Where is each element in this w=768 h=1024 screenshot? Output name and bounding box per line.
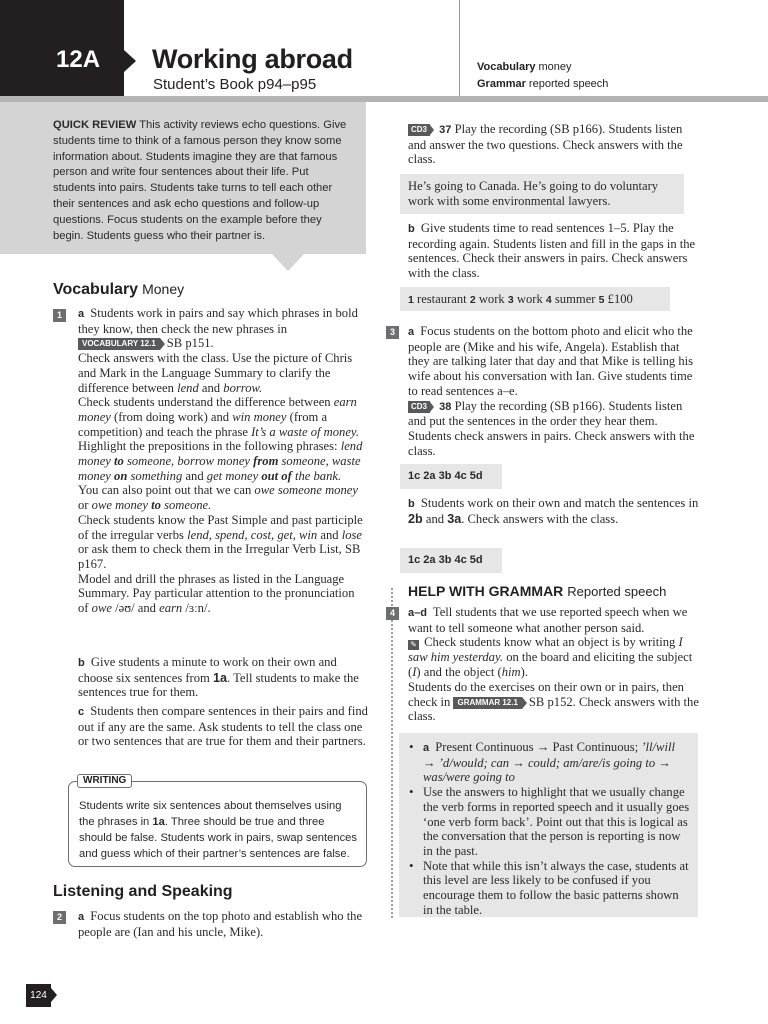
word-or: or xyxy=(78,498,89,513)
word-I: I xyxy=(412,665,417,680)
exercise-4-para-3: Students do the exercises on their own or in pairs, then check in xyxy=(408,679,684,709)
exercise-letter: b xyxy=(78,657,85,669)
word-and-2: and xyxy=(185,468,204,483)
word-and-4: and xyxy=(137,601,156,616)
grammar-tag: GRAMMAR 12.1 xyxy=(453,697,521,709)
exercise-1b-text-end: . Tell students to make the sentences true for them. xyxy=(78,670,359,700)
exercise-4-para-3b: SB p152. Check answers with the class. xyxy=(408,694,699,724)
exercise-2a xyxy=(78,909,368,939)
unit-arrow-shape xyxy=(124,50,136,72)
example-sentence: I saw him yesterday. xyxy=(408,635,683,665)
answer-box-3: 1c 2a 3b 4c 5d xyxy=(400,464,502,489)
vocab-para-4: Highlight the prepositions in the following phrases: xyxy=(78,439,338,454)
exercise-4-para-2b: on the board and eliciting the subject ( xyxy=(408,650,693,680)
word-borrow: borrow. xyxy=(223,380,263,395)
exercise-3a xyxy=(408,324,700,458)
track-number: 38 xyxy=(439,400,452,413)
vocab-value: money xyxy=(538,61,572,73)
vocab-para-3c: (from a competition) and teach the phrase xyxy=(78,409,328,439)
phrase-something: something xyxy=(130,468,183,483)
exercise-3b xyxy=(408,496,700,526)
exercise-1a-text: Students work in pairs and say which phrases in bold they know, then check the new phrases in xyxy=(78,306,358,336)
exercise-4 xyxy=(408,605,700,724)
answer-item: 4 summer xyxy=(545,292,596,306)
cd-icon: CD3 xyxy=(408,401,430,413)
quick-review-box xyxy=(0,102,366,254)
answer-box-4: 1c 2a 3b 4c 5d xyxy=(400,548,502,573)
page-number: 124 xyxy=(26,984,51,1007)
exercise-number-4: 4 xyxy=(386,607,399,620)
vocab-para-3b: (from doing work) and xyxy=(114,409,230,424)
phrase-someone-2: someone, xyxy=(281,454,329,469)
vocab-para-3: Check students understand the difference between xyxy=(78,395,331,410)
vocabulary-heading-sub: Money xyxy=(142,281,185,297)
phrase-win-money: win money xyxy=(232,409,287,424)
pencil-icon: ✎ xyxy=(408,640,419,650)
phrase-earn-money: earn money xyxy=(78,395,357,424)
prep-to: to xyxy=(114,454,124,469)
help-with-grammar-heading xyxy=(408,583,700,599)
exercise-number-2: 2 xyxy=(53,911,66,924)
cd37-instruction xyxy=(408,122,700,167)
answer-item: 2 work xyxy=(469,292,505,306)
phrase-owe-someone-money: owe someone money xyxy=(254,483,358,498)
exercise-letter: a xyxy=(408,326,415,338)
vocabulary-tag: VOCABULARY 12.1 xyxy=(78,338,160,350)
exercise-letter: a xyxy=(423,742,430,754)
hwg-heading-text: HELP WITH GRAMMAR xyxy=(408,583,564,599)
verb-lose: lose xyxy=(341,527,363,542)
grammar-answer-1: Present Continuous → Past Continuous; xyxy=(435,740,639,754)
writing-label: WRITING xyxy=(77,774,132,788)
quick-review-pointer xyxy=(272,254,304,271)
quick-review-label: QUICK REVIEW xyxy=(53,119,137,131)
phrase-get-money: get money xyxy=(206,468,259,483)
grammar-value: reported speech xyxy=(528,78,609,90)
exercise-4-para-2d: ). xyxy=(520,665,528,680)
vocab-para-2: Check answers with the class. Use the picture of Chris and Mark in the Language Summary to clarify the difference between xyxy=(78,351,353,395)
writing-ref: 1a xyxy=(152,816,165,828)
unit-code: 12A xyxy=(56,46,101,73)
phrase-lend-money: lend money xyxy=(78,439,363,469)
prep-to-2: to xyxy=(151,498,161,513)
exercise-4-para-2c: ) and the object ( xyxy=(416,665,502,680)
grammar-answer-box xyxy=(399,733,698,917)
prep-on: on xyxy=(114,468,128,483)
ipa-owe: /əʊ/ xyxy=(115,601,135,616)
phrase-owe-money: owe money xyxy=(91,498,148,513)
exercise-1a xyxy=(78,306,368,616)
phrase-someone: someone, xyxy=(126,454,175,469)
exercise-4-text: Tell students that we use reported speech when we want to tell someone what another person said. xyxy=(408,605,688,635)
exercise-letters: a–d xyxy=(408,607,427,619)
exercise-letter: a xyxy=(78,911,85,923)
vocab-para-7: Model and drill the phrases as listed in the Language Summary. Pay particular attention to the pronunciation of xyxy=(78,571,355,616)
exercise-letter: a xyxy=(78,308,85,320)
grammar-note-2: Use the answers to highlight that we usually change the verb forms in reported speech and it usually goes ‘one verb form back’. Point out that this is logical as the conversation that the person is reporting is now in the past. xyxy=(423,785,690,858)
exercise-ref: 3a xyxy=(447,511,462,526)
answer-item: 5 £100 xyxy=(598,292,633,306)
cd37-text: Play the recording (SB p166). Students listen and answer the two questions. Check answers with the class. xyxy=(408,122,683,167)
exercise-2a-text: Focus students on the top photo and establish who the people are (Ian and his uncle, Mike). xyxy=(78,909,363,939)
exercise-2b-text: Give students time to read sentences 1–5. Play the recording again. Students listen and fill in the gaps in the sentences. Check their answers in pairs. Check answers with the class. xyxy=(408,221,696,281)
word-lend: lend xyxy=(177,380,199,395)
vocab-para-6: Check students know the Past Simple and past participle of the irregular verbs xyxy=(78,512,363,542)
phrase-waste-of-money: It’s a waste of money. xyxy=(251,424,359,439)
listening-heading: Listening and Speaking xyxy=(53,883,233,900)
exercise-number-3: 3 xyxy=(386,326,399,339)
track-number: 37 xyxy=(439,124,452,136)
vocab-para-5: You can also point out that we can xyxy=(78,483,252,498)
page-title: Working abroad xyxy=(152,44,353,74)
word-him: him xyxy=(501,665,521,680)
grammar-label: Grammar xyxy=(477,78,526,90)
word-and-3: and xyxy=(320,527,339,542)
exercise-number-1: 1 xyxy=(53,309,66,322)
answer-box-2 xyxy=(400,287,670,311)
word-and: and xyxy=(201,380,221,395)
word-and-5: and xyxy=(425,511,445,526)
writing-text-end: . Three should be true and three should be false. Students work in pairs, swap sentences and guess which of their partner’s sentences are false. xyxy=(79,816,357,860)
exercise-4-para-2: Check students know what an object is by writing xyxy=(424,635,676,650)
exercise-3b-text-end: . Check answers with the class. xyxy=(461,511,619,526)
exercise-1c xyxy=(78,704,368,749)
cd38-text: Play the recording (SB p166). Students listen and put the sentences in the order they hear them. Students check answers in pairs. Check answers with the class. xyxy=(408,398,695,458)
exercise-letter: b xyxy=(408,498,415,510)
exercise-1c-text: Students then compare sentences in their pairs and find out if any are the same. Ask students to tell the class one or two sentences that are true for them and their partners. xyxy=(78,704,368,749)
page-subtitle: Student’s Book p94–p95 xyxy=(153,76,317,93)
list-item xyxy=(409,785,690,859)
answer-item: 1 restaurant xyxy=(408,292,467,306)
list-item xyxy=(409,740,690,785)
prep-from: from xyxy=(253,454,279,469)
exercise-1b-text: Give students a minute to work on their own and choose six sentences from xyxy=(78,655,337,685)
writing-box xyxy=(68,781,367,867)
page-number-arrow xyxy=(51,988,57,1002)
exercise-letter: c xyxy=(78,706,85,718)
exercise-1a-ref: SB p151. xyxy=(166,336,214,351)
exercise-letter: b xyxy=(408,223,415,235)
dotted-divider xyxy=(391,588,393,918)
vocabulary-heading-text: Vocabulary xyxy=(53,281,139,298)
exercise-2b xyxy=(408,221,700,281)
grammar-note-3: Note that while this isn’t always the case, students at this level are less likely to be confused if you encourage them to follow the basic patterns shown in the table. xyxy=(423,858,689,917)
ipa-earn: /ɜːn/. xyxy=(185,601,211,616)
exercise-1b xyxy=(78,655,368,700)
exercise-ref: 2b xyxy=(408,511,423,526)
vocab-para-6b: or ask them to check them in the Irregular Verb List, SB p167. xyxy=(78,542,361,571)
grammar-answer-1-forms: ’ll/will → ’d/would; can → could; am/are/is going to → was/were going to xyxy=(423,740,675,785)
answer-box-1: He’s going to Canada. He’s going to do voluntary work with some environmental lawyers. xyxy=(400,174,684,214)
exercise-3a-text: Focus students on the bottom photo and elicit who the people are (Mike and his wife, Angela). Establish that they are talking later that day and that Mike is telling his wife about his conversation with Ian. Give students time to read sentences a–e. xyxy=(408,324,694,398)
prep-out-of: out of xyxy=(261,468,292,483)
header-vocab-meta xyxy=(477,61,572,73)
phrase-waste-money: waste money xyxy=(78,454,361,483)
list-item xyxy=(409,859,690,918)
answer-item: 3 work xyxy=(507,292,543,306)
exercise-ref: 1a xyxy=(213,670,228,685)
vocabulary-heading xyxy=(53,281,366,299)
quick-review-text: This activity reviews echo questions. Give students time to think of a famous person they know some information about. Students imagine they are that famous person and write four sentences about their life. Put students into pairs. Students take turns to tell each other their sentences and ask echo questions and follow-up questions. Focus students on the example before they begin. Students guess who their partner is. xyxy=(53,119,347,242)
cd-icon: CD3 xyxy=(408,124,430,136)
irregular-verbs: lend, spend, cost, get, win xyxy=(187,527,318,542)
word-owe: owe xyxy=(91,601,112,616)
vocab-label: Vocabulary xyxy=(477,61,536,73)
writing-text: Students write six sentences about themselves using the phrases in xyxy=(79,800,342,828)
phrase-someone-3: someone. xyxy=(164,498,212,513)
word-earn: earn xyxy=(159,601,183,616)
header-grammar-meta xyxy=(477,78,608,90)
exercise-3b-text: Students work on their own and match the sentences in xyxy=(420,496,699,510)
hwg-heading-sub: Reported speech xyxy=(567,584,667,599)
phrase-borrow-money: borrow money xyxy=(177,454,251,469)
phrase-the-bank: the bank. xyxy=(294,468,342,483)
header-divider xyxy=(459,0,460,96)
